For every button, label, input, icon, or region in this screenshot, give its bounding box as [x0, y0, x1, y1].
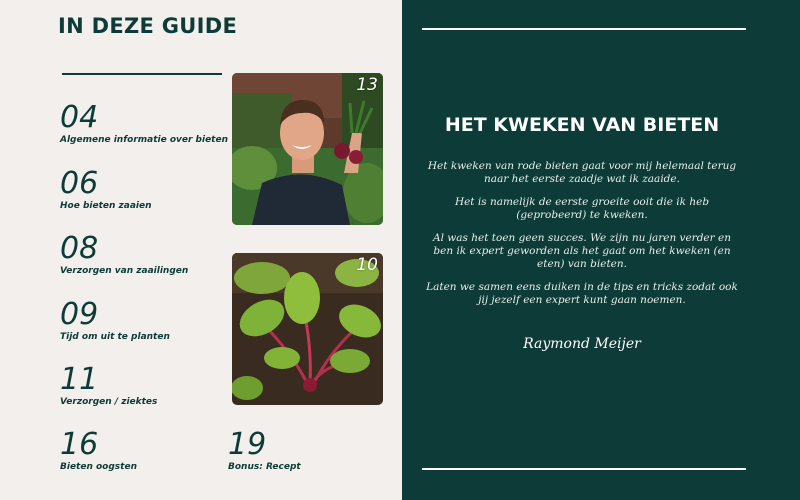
- toc-entry[interactable]: [228, 429, 301, 473]
- toc-page-number: 04: [60, 100, 99, 135]
- toc-page-number: 19: [228, 427, 267, 462]
- toc-entry[interactable]: [60, 299, 170, 343]
- toc-label: Tijd om uit te planten: [60, 332, 170, 342]
- right-page: [402, 0, 800, 500]
- page-title: IN DEZE GUIDE: [58, 14, 238, 38]
- toc-page-number: 06: [60, 166, 99, 201]
- intro-paragraph: Het kweken van rode bieten gaat voor mij helemaal terug naar het eerste zaadje wat ik zaaide.: [427, 160, 737, 185]
- toc-label: Verzorgen / ziektes: [60, 397, 158, 407]
- toc-entry[interactable]: [60, 102, 228, 146]
- top-divider: [422, 28, 746, 30]
- photo-page-number: 10: [356, 255, 378, 275]
- person-holding-beets-image: [232, 73, 383, 225]
- photo-person-with-beets[interactable]: [232, 73, 383, 225]
- toc-entry[interactable]: [60, 364, 157, 408]
- toc-page-number: 16: [60, 427, 99, 462]
- section-title: HET KWEKEN VAN BIETEN: [444, 114, 720, 136]
- photo-beet-plant[interactable]: [232, 253, 383, 405]
- toc-entry[interactable]: [60, 168, 152, 212]
- toc-entry[interactable]: [60, 233, 188, 277]
- toc-page-number: 08: [60, 231, 99, 266]
- toc-label: Hoe bieten zaaien: [60, 201, 152, 211]
- bottom-divider: [422, 468, 746, 470]
- beet-plant-image: [232, 253, 383, 405]
- toc-label: Verzorgen van zaailingen: [60, 266, 189, 276]
- toc-label: Algemene informatie over bieten: [60, 135, 228, 145]
- toc-label: Bieten oogsten: [60, 462, 137, 472]
- intro-paragraph: Laten we samen eens duiken in de tips en tricks zodat ook jij jezelf een expert kunt gaan noemen.: [426, 281, 738, 306]
- author-signature: Raymond Meijer: [523, 336, 641, 352]
- photo-page-number: 13: [356, 75, 378, 95]
- toc-label: Bonus: Recept: [228, 462, 301, 472]
- title-divider: [62, 73, 222, 75]
- toc-page-number: 11: [60, 362, 99, 397]
- toc-entry[interactable]: [60, 429, 137, 473]
- toc-page-number: 09: [60, 297, 99, 332]
- intro-text: [422, 160, 742, 317]
- intro-paragraph: Het is namelijk de eerste groeite ooit die ik heb (geprobeerd) te kweken.: [454, 196, 710, 221]
- intro-paragraph: Al was het toen geen succes. We zijn nu jaren verder en ben ik expert geworden als het gaat om het kweken (en eten) van bieten.: [433, 232, 731, 270]
